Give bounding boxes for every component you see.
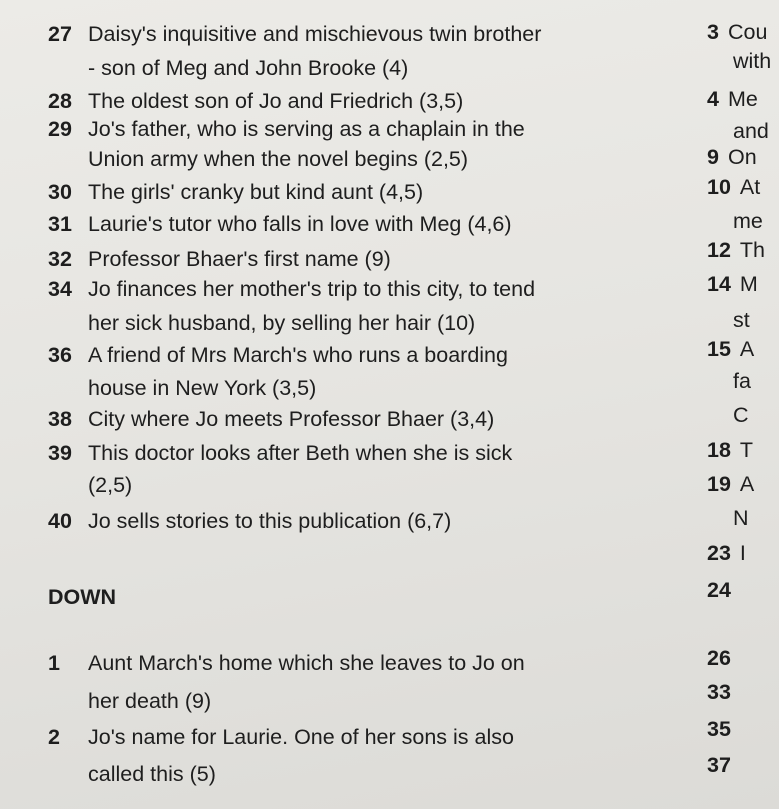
clue-down-3: [707, 17, 767, 47]
clue-fragment: and: [733, 119, 769, 143]
clue-fragment: fa: [733, 369, 751, 393]
clue-number: 10: [707, 175, 731, 199]
clue-number: 37: [707, 753, 731, 777]
clue-number: 4: [707, 87, 719, 111]
clue-text-fragment: Me: [727, 87, 758, 111]
clue-40: [48, 506, 451, 536]
clue-down-14: [707, 269, 758, 299]
clue-number: 19: [707, 472, 731, 496]
clue-27: [48, 19, 541, 49]
clue-34-continuation: her sick husband, by selling her hair (10): [88, 311, 476, 335]
clue-text-fragment: T: [739, 438, 754, 462]
clue-number: 27: [48, 22, 72, 46]
clue-down-1: [48, 648, 525, 678]
clue-text: Jo sells stories to this publication (6,7): [88, 509, 452, 533]
clue-number: 9: [707, 145, 719, 169]
clue-down-18: [707, 435, 753, 465]
clue-39: [48, 438, 512, 468]
clue-text: Jo's father, who is serving as a chaplain in the: [88, 117, 525, 141]
clue-text-fragment: Cou: [727, 20, 768, 44]
clue-fragment: me: [733, 209, 763, 233]
clue-down-12: [707, 235, 765, 265]
clue-number: 39: [48, 441, 72, 465]
clue-fragment: st: [733, 308, 750, 332]
clue-36: [48, 340, 508, 370]
clue-number: 36: [48, 343, 72, 367]
right-column-cropped: [707, 0, 779, 809]
clue-number: 29: [48, 117, 72, 141]
clue-27-continuation: - son of Meg and John Brooke (4): [88, 56, 409, 80]
clue-fragment: N: [733, 506, 749, 530]
clue-text: Laurie's tutor who falls in love with Meg (4,6): [88, 212, 512, 236]
clue-text-fragment: M: [739, 272, 758, 296]
clue-number: 2: [48, 725, 60, 749]
clue-number: 15: [707, 337, 731, 361]
clue-text-fragment: At: [739, 175, 761, 199]
clue-number: 31: [48, 212, 72, 236]
clue-text: Jo finances her mother's trip to this city, to tend: [88, 277, 536, 301]
clue-29-continuation: Union army when the novel begins (2,5): [88, 147, 469, 171]
clue-number: 3: [707, 20, 719, 44]
clue-34: [48, 274, 535, 304]
clue-text: A friend of Mrs March's who runs a boarding: [88, 343, 508, 367]
clue-down-33: [707, 677, 740, 707]
clue-text: Jo's name for Laurie. One of her sons is also: [88, 725, 514, 749]
clue-text: City where Jo meets Professor Bhaer (3,4): [88, 407, 495, 431]
down-heading: DOWN: [48, 585, 117, 609]
clue-down-9: [707, 142, 757, 172]
clue-31: [48, 209, 512, 239]
clue-text-fragment: Th: [739, 238, 766, 262]
clue-number: 1: [48, 651, 60, 675]
clue-39-continuation: (2,5): [88, 473, 133, 497]
clue-down-15: [707, 334, 754, 364]
clue-number: 18: [707, 438, 731, 462]
clue-down-37: [707, 750, 740, 780]
clue-down-10: [707, 172, 760, 202]
clue-text-fragment: A: [739, 472, 755, 496]
clue-text: Aunt March's home which she leaves to Jo on: [88, 651, 525, 675]
clue-down-23: [707, 538, 746, 568]
clue-number: 40: [48, 509, 72, 533]
clue-number: 30: [48, 180, 72, 204]
clue-fragment: with: [733, 49, 772, 73]
clue-number: 35: [707, 717, 731, 741]
clue-down-19: [707, 469, 754, 499]
clue-number: 34: [48, 277, 72, 301]
clue-number: 14: [707, 272, 731, 296]
clue-30: [48, 177, 423, 207]
clue-down-1-continuation: her death (9): [88, 689, 212, 713]
clue-number: 28: [48, 89, 72, 113]
clue-text-fragment: I: [739, 541, 746, 565]
clue-fragment: C: [733, 403, 749, 427]
clue-down-24: [707, 575, 740, 605]
clue-text-fragment: On: [727, 145, 757, 169]
clue-number: 33: [707, 680, 731, 704]
clue-number: 23: [707, 541, 731, 565]
clue-down-35: [707, 714, 740, 744]
clue-down-26: [707, 643, 740, 673]
clue-down-2: [48, 722, 514, 752]
clue-number: 38: [48, 407, 72, 431]
clue-29: [48, 114, 525, 144]
clue-text-fragment: A: [739, 337, 755, 361]
clue-text: Daisy's inquisitive and mischievous twin brother: [88, 22, 542, 46]
clue-38: [48, 404, 494, 434]
clue-36-continuation: house in New York (3,5): [88, 376, 317, 400]
clue-down-2-continuation: called this (5): [88, 762, 216, 786]
clue-28: [48, 86, 463, 116]
clue-down-4: [707, 84, 758, 114]
clue-number: 24: [707, 578, 731, 602]
clue-text: Professor Bhaer's first name (9): [88, 247, 391, 271]
clue-text: This doctor looks after Beth when she is sick: [88, 441, 513, 465]
clue-number: 12: [707, 238, 731, 262]
clue-32: [48, 244, 391, 274]
clue-text: The oldest son of Jo and Friedrich (3,5): [88, 89, 464, 113]
clue-number: 26: [707, 646, 731, 670]
clue-text: The girls' cranky but kind aunt (4,5): [88, 180, 424, 204]
clue-number: 32: [48, 247, 72, 271]
